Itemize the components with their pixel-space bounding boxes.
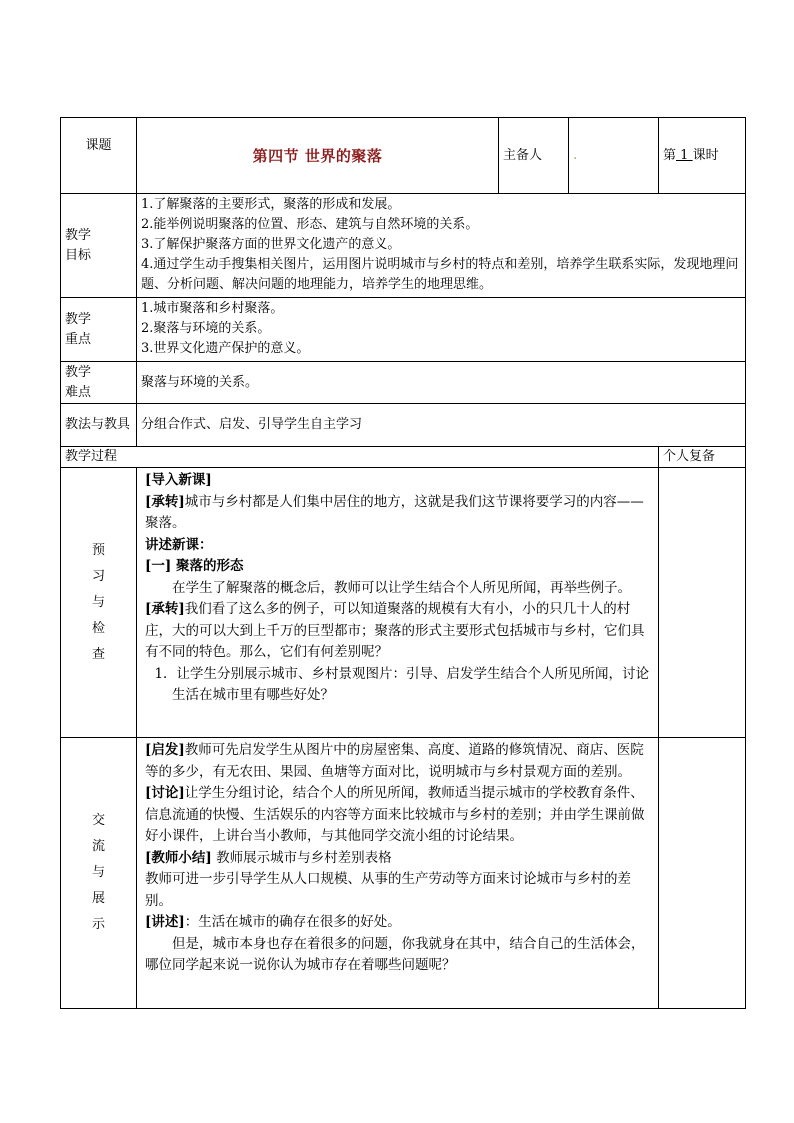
goals-content [137,194,746,298]
section1-content [137,468,659,738]
preparer-value-text: . [573,147,578,163]
lesson-plan [60,117,745,1009]
preparer-value [569,118,659,194]
section2-content [137,738,659,1009]
section1-intro-heading: [导入新课] [145,472,212,488]
section2-inspire [145,740,652,783]
difficulties-content: 聚落与环境的关系。 [137,362,746,404]
section2-narration [145,912,652,934]
narration-tag: [讲述] [145,914,185,930]
goal-item: 3.了解保护聚落方面的世界文化遗产的意义。 [141,237,401,252]
section2-paragraph: 教师可进一步引导学生从人口规模、从事的生产劳动等方面来讨论城市与乡村的差别。 [145,871,631,909]
methods-content: 分组合作式、启发、引导学生自主学习 [137,404,746,447]
key-points-label-line1: 教学 [65,311,92,327]
process-label: 教学过程 [61,447,659,468]
discussion-tag: [讨论] [145,785,185,801]
summary-tag: [教师小结] [145,849,212,866]
section2-summary [145,848,652,870]
section2-label-char: 示 [91,917,105,932]
goal-item: 1.了解聚落的主要形式，聚落的形成和发展。 [141,197,401,212]
section2-label-char: 交 [91,813,105,828]
key-point-item: 1.城市聚落和乡村聚落。 [141,301,284,316]
key-point-item: 2.聚落与环境的关系。 [141,321,271,336]
narration-text: ：生活在城市的确存在很多的好处。 [184,914,401,930]
period-number: 1 [676,147,693,163]
section1-subheading: [一] 聚落的形态 [145,558,244,574]
section1-step-1: 1．让学生分别展示城市、乡村景观图片：引导、启发学生结合个人所见所闻，讨论生活在城市里有哪些好处？ [154,665,650,703]
section2-label-char: 流 [91,839,105,854]
section1-label-char: 习 [91,568,105,584]
section2-closing: 但是，城市本身也存在着很多的问题，你我就身在其中，结合自己的生活体会，哪位同学起来说一说你认为城市存在着哪些问题呢？ [145,935,645,973]
difficulties-label [61,362,137,404]
personal-prep-label: 个人复备 [659,447,746,468]
methods-label: 教法与教具 [61,404,137,447]
section1-transition-2 [145,599,652,664]
goals-label-line2: 目标 [65,247,92,263]
period-suffix: 课时 [692,147,719,163]
transition-tag: [承转] [145,493,185,510]
difficulties-label-line1: 教学 [65,364,92,380]
period-cell [659,118,746,194]
section1-label-char: 查 [91,646,105,662]
section1-label-char: 与 [91,594,105,610]
section2-personal-prep [659,738,746,1009]
transition-text: 我们看了这么多的例子，可以知道聚落的规模有大有小，小的只几十人的村庄，大的可以大到上千万的巨型都市；聚落的形式主要形式包括城市与乡村，它们具有不同的特色。那么，它们有何差别呢？ [145,601,645,660]
section2-label-char: 展 [91,891,105,906]
transition-tag: [承转] [145,601,185,617]
transition-text: 城市与乡村都是人们集中居住的地方，这就是我们这节课将要学习的内容——聚落。 [145,493,644,531]
goal-item: 4.通过学生动手搜集相关图片，运用图片说明城市与乡村的特点和差别，培养学生联系实际，发现地理问题、分析问题、解决问题的地理能力，培养学生的地理思维。 [141,257,739,292]
preparer-label: 主备人 [499,118,569,194]
period-prefix: 第 [663,147,677,163]
section2-discussion [145,783,652,848]
section1-label-char: 预 [91,542,105,558]
section1-transition-1 [145,492,652,535]
summary-text: 教师展示城市与乡村差别表格 [216,849,392,866]
goals-label [61,194,137,298]
topic-label: 课题 [61,118,137,194]
key-points-label-line2: 重点 [65,331,92,347]
inspire-text: 教师可先启发学生从图片中的房屋密集、高度、道路的修筑情况、商店、医院等的多少，有无农田、果园、鱼塘等方面对比，说明城市与乡村景观方面的差别。 [145,742,644,780]
key-points-label [61,298,137,362]
discussion-text: 让学生分组讨论，结合个人的所见所闻，教师适当提示城市的学校教育条件、信息流通的快慢、生活娱乐的内容等方面来比较城市与乡村的差别；并由学生课前做好小课件，上讲台当小教师，与其他同学交流小组的讨论结果。 [145,785,645,844]
lesson-plan-table [60,117,746,1009]
key-point-item: 3.世界文化遗产保护的意义。 [141,341,310,356]
key-points-content [137,298,746,362]
goals-label-line1: 教学 [65,227,92,243]
difficulties-label-line2: 难点 [65,384,92,400]
section1-new-lesson-heading: 讲述新课： [145,536,213,553]
section1-label [61,468,137,738]
inspire-tag: [启发] [145,742,185,758]
goal-item: 2.能举例说明聚落的位置、形态、建筑与自然环境的关系。 [141,217,479,232]
section1-paragraph: 在学生了解聚落的概念后，教师可以让学生结合个人所见所闻，再举些例子。 [172,579,631,596]
section1-personal-prep [659,468,746,738]
section2-label-char: 与 [91,865,105,880]
section2-label [61,738,137,1009]
section1-label-char: 检 [91,620,105,636]
lesson-title: 第四节 世界的聚落 [137,118,499,194]
